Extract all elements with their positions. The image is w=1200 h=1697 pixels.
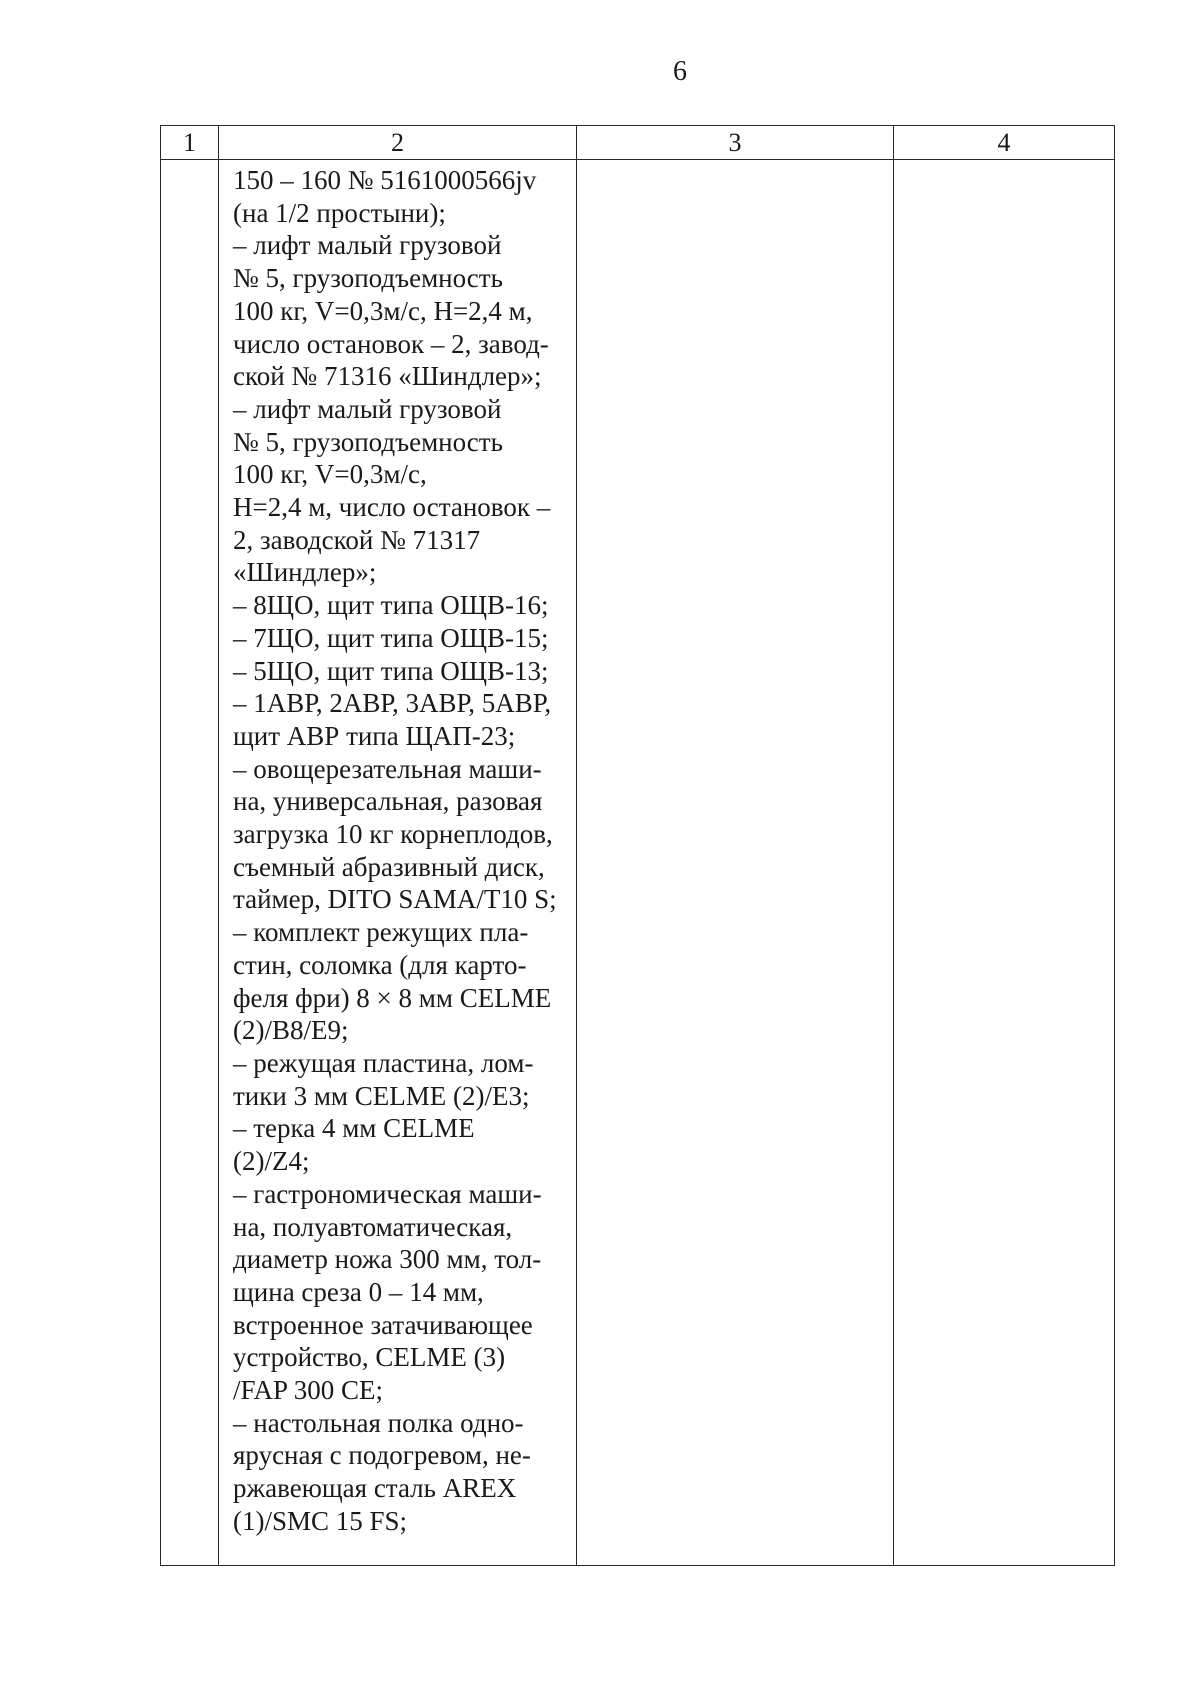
equipment-text-line: число остановок – 2, завод-	[233, 328, 549, 359]
equipment-text-line: /FAP 300 CE;	[233, 1375, 384, 1406]
equipment-text-line: ржавеющая сталь AREX	[233, 1473, 517, 1504]
equipment-text-line: – настольная полка одно-	[233, 1407, 524, 1438]
equipment-text-line: – терка 4 мм CELME	[233, 1113, 475, 1144]
equipment-text-line: щина среза 0 – 14 мм,	[233, 1276, 484, 1307]
equipment-text-line: – 7ЩО, щит типа ОЩВ-15;	[233, 622, 549, 653]
equipment-text-line: диаметр ножа 300 мм, тол-	[233, 1244, 542, 1275]
equipment-text-line: на, универсальная, разовая	[233, 786, 543, 817]
equipment-text-line: – режущая пластина, лом-	[233, 1047, 534, 1078]
equipment-text-line: (2)/B8/E9;	[233, 1015, 349, 1046]
equipment-text-line: устройство, CELME (3)	[233, 1342, 506, 1373]
equipment-text-line: 150 – 160 № 5161000566jv	[233, 165, 537, 195]
table-row	[161, 160, 1115, 1566]
equipment-text-line: – 1АВР, 2АВР, 3АВР, 5АВР,	[233, 688, 552, 719]
header-col-3: 3	[577, 126, 894, 160]
equipment-text-line: тики 3 мм CELME (2)/E3;	[233, 1080, 530, 1111]
table-header-row	[161, 126, 1115, 160]
header-col-4: 4	[894, 126, 1115, 160]
equipment-text-line: таймер, DITO SAMA/T10 S;	[233, 884, 557, 915]
equipment-text-line: «Шиндлер»;	[233, 557, 377, 588]
equipment-text-line: съемный абразивный диск,	[233, 851, 545, 882]
equipment-text-line: – лифт малый грузовой	[233, 230, 502, 261]
header-col-2: 2	[219, 126, 577, 160]
cell-col-4	[894, 160, 1115, 1566]
equipment-text-line: феля фри) 8 × 8 мм CELME	[233, 982, 552, 1013]
equipment-text-line: № 5, грузоподъемность	[233, 263, 503, 294]
equipment-text-line: ярусная с подогревом, не-	[233, 1440, 531, 1471]
equipment-text-line: загрузка 10 кг корнеплодов,	[233, 819, 553, 850]
equipment-text-line: стин, соломка (для карто-	[233, 949, 527, 980]
equipment-text-line: 100 кг, V=0,3м/с,	[233, 459, 427, 490]
equipment-table	[160, 125, 1115, 1566]
cell-col-1	[161, 160, 219, 1566]
equipment-text-line: 100 кг, V=0,3м/с, Н=2,4 м,	[233, 295, 533, 326]
equipment-text-line: – 8ЩО, щит типа ОЩВ-16;	[233, 590, 549, 621]
cell-col-2-equipment-list	[219, 160, 577, 1566]
equipment-text-line: – овощерезательная маши-	[233, 753, 542, 784]
equipment-text-line: на, полуавтоматическая,	[233, 1211, 513, 1242]
equipment-text-line: 2, заводской № 71317	[233, 524, 481, 555]
equipment-text-line: (на 1/2 простыни);	[233, 197, 446, 228]
equipment-text-line: встроенное затачивающее	[233, 1309, 533, 1340]
header-col-1: 1	[161, 126, 219, 160]
cell-col-3	[577, 160, 894, 1566]
equipment-text-line: (1)/SMC 15 FS;	[233, 1505, 408, 1536]
equipment-text-line: – гастрономическая маши-	[233, 1178, 542, 1209]
equipment-text-line: Н=2,4 м, число остановок –	[233, 492, 551, 523]
equipment-text-line: (2)/Z4;	[233, 1146, 310, 1177]
equipment-text-line: щит АВР типа ЩАП-23;	[233, 720, 516, 751]
equipment-text-line: – лифт малый грузовой	[233, 393, 502, 424]
page-number: 6	[673, 56, 687, 87]
equipment-text-line: – 5ЩО, щит типа ОЩВ-13;	[233, 655, 549, 686]
equipment-text-line: – комплект режущих пла-	[233, 917, 529, 948]
equipment-text-line: № 5, грузоподъемность	[233, 426, 503, 457]
equipment-text-line: ской № 71316 «Шиндлер»;	[233, 361, 542, 392]
